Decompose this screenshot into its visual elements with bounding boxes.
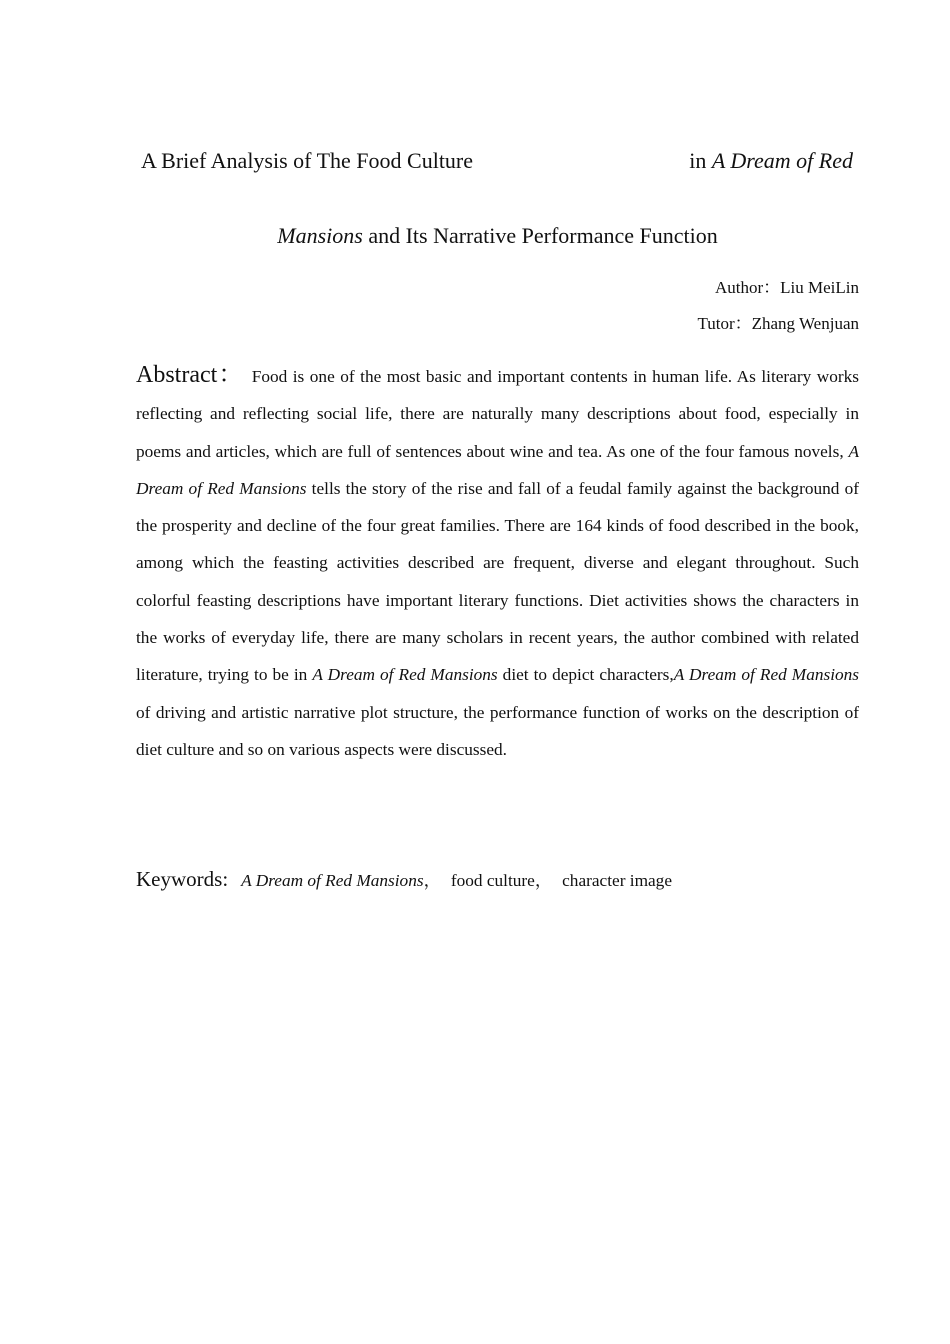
keyword-item: character image	[562, 871, 672, 890]
title-line-2	[0, 221, 950, 251]
author-line: Author：Liu MeiLin	[714, 278, 859, 297]
title-line2-rest: and Its Narrative Performance Function	[362, 223, 718, 248]
title-book-part1: A Dream of Red	[711, 148, 853, 173]
keyword-item: food culture	[450, 871, 535, 890]
keyword-item: A Dream of Red Mansions	[241, 871, 424, 890]
abstract-book-title-3: A Dream of Red Mansions	[673, 665, 860, 685]
title-left: A Brief Analysis of The Food Culture	[141, 148, 474, 173]
title-right	[689, 146, 853, 176]
abstract-text-2: tells the story of the rise and fall of a feudal family against the background of the prosperity and decline of the four great families. There are 164 kinds of food described in the book, among which the feasting activities described are frequent, diverse and elegant throughout. Such colorful feasting descriptions have important literary functions. Diet activities shows the characters in the works of everyday life, there are many scholars in recent years, the author combined with related literature, trying to be in	[136, 478, 859, 685]
abstract-text-3: diet to depict characters,	[497, 665, 674, 685]
title-book-part2: Mansions	[277, 223, 363, 248]
abstract-heading: Abstract：	[136, 362, 244, 388]
abstract-book-title-1: A Dream of Red Mansions	[136, 441, 859, 498]
keyword-separator: ，	[534, 871, 553, 890]
keywords-line	[136, 864, 859, 896]
abstract-text-1: Food is one of the most basic and important contents in human life. As literary works reflecting and reflecting social life, there are naturally many descriptions about food, especially in poems and articles, which are full of sentences about wine and tea. As one of the four famous novels,	[136, 367, 859, 461]
abstract-paragraph	[136, 357, 859, 768]
abstract-book-title-2: A Dream of Red Mansions	[312, 665, 498, 685]
title-line-1	[141, 146, 853, 176]
abstract-text-4: of driving and artistic narrative plot structure, the performance function of works on the description of diet culture and so on various aspects were discussed.	[136, 702, 859, 759]
title-in-word: in	[689, 148, 712, 173]
keywords-heading: Keywords:	[136, 867, 229, 891]
tutor-line: Tutor：Zhang Wenjuan	[697, 314, 859, 333]
keyword-separator: ，	[423, 871, 441, 890]
